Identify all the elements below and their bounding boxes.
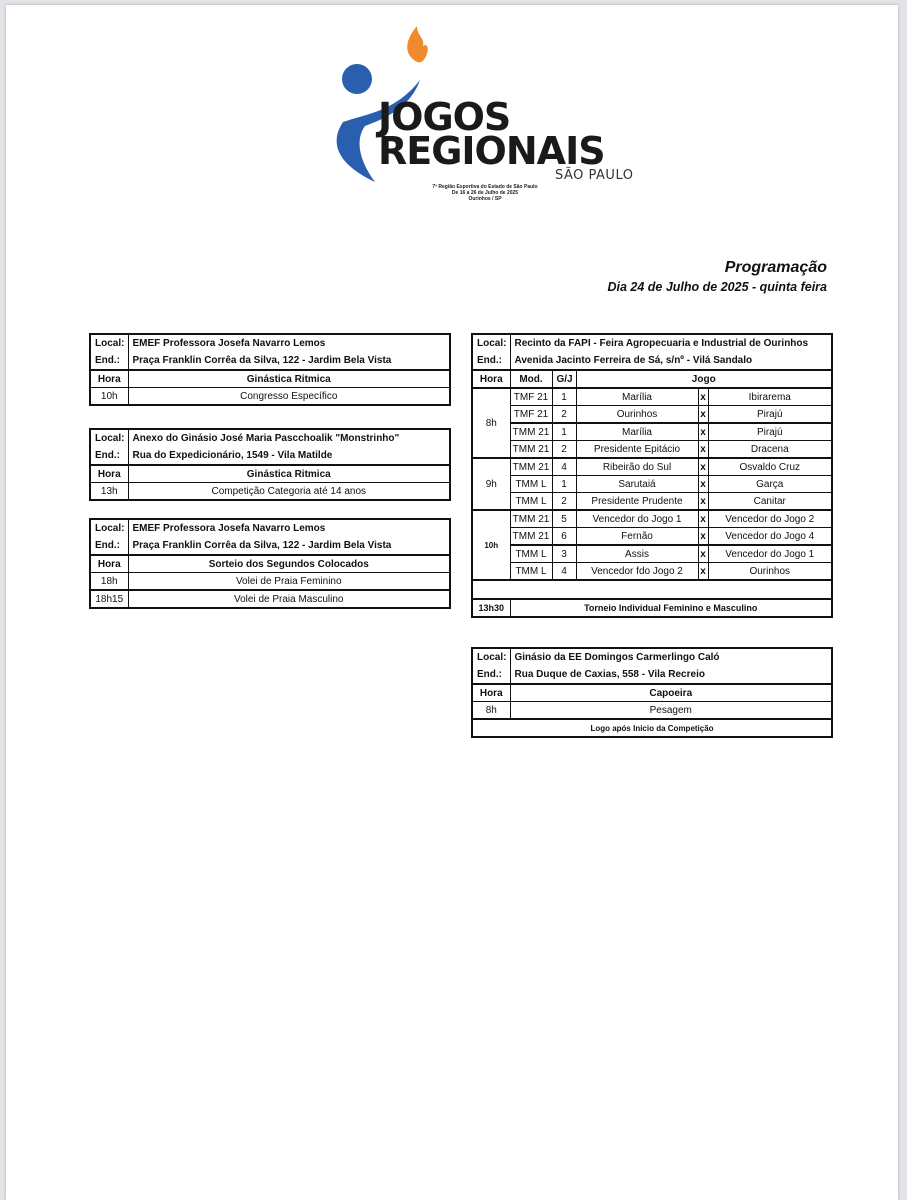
hora-header: Hora [90, 555, 128, 573]
versus-mark: x [698, 563, 708, 581]
local-label: Local: [90, 334, 128, 352]
end-value: Praça Franklin Corrêa da Silva, 122 - Jardim Bela Vista [128, 537, 450, 555]
game-row [472, 388, 832, 406]
game-row [472, 493, 832, 511]
note-row: Logo após Inicio da Competição [472, 719, 832, 737]
mod-cell: TMM 21 [510, 423, 552, 441]
local-value: Anexo do Ginásio José Maria Pascchoalik "Monstrinho" [128, 429, 450, 447]
gj-cell: 6 [552, 528, 576, 546]
local-value: Recinto da FAPI - Feira Agropecuaria e Industrial de Ourinhos [510, 334, 832, 352]
team-b-cell: Canitar [708, 493, 832, 511]
game-row [472, 563, 832, 581]
team-a-cell: Presidente Epitácio [576, 441, 698, 459]
game-row [472, 476, 832, 493]
logo-wordmark: JOGOS REGIONAIS [378, 95, 605, 173]
jogo-header: Jogo [576, 370, 832, 388]
team-b-cell: Garça [708, 476, 832, 493]
end-label: End.: [90, 537, 128, 555]
mod-header: Mod. [510, 370, 552, 388]
team-b-cell: Pirajú [708, 423, 832, 441]
game-row [472, 406, 832, 424]
team-a-cell: Marília [576, 388, 698, 406]
versus-mark: x [698, 423, 708, 441]
versus-mark: x [698, 458, 708, 476]
team-b-cell: Vencedor do Jogo 1 [708, 545, 832, 563]
table-row: 18h15 Volei de Praia Masculino [90, 590, 450, 608]
team-b-cell: Osvaldo Cruz [708, 458, 832, 476]
end-label: End.: [472, 666, 510, 684]
team-a-cell: Fernão [576, 528, 698, 546]
mod-cell: TMM 21 [510, 458, 552, 476]
team-b-cell: Pirajú [708, 406, 832, 424]
game-row [472, 510, 832, 528]
gj-cell: 2 [552, 441, 576, 459]
local-value: EMEF Professora Josefa Navarro Lemos [128, 334, 450, 352]
local-value: Ginásio da EE Domingos Carmerlingo Caló [510, 648, 832, 666]
local-label: Local: [90, 429, 128, 447]
game-row [472, 528, 832, 546]
versus-mark: x [698, 406, 708, 424]
versus-mark: x [698, 510, 708, 528]
versus-mark: x [698, 528, 708, 546]
hora-header: Hora [472, 370, 510, 388]
mod-cell: TMF 21 [510, 388, 552, 406]
team-b-cell: Ibirarema [708, 388, 832, 406]
team-a-cell: Assis [576, 545, 698, 563]
figure-head-icon [342, 64, 372, 94]
versus-mark: x [698, 388, 708, 406]
end-value: Rua Duque de Caxias, 558 - Vila Recreio [510, 666, 832, 684]
gj-cell: 4 [552, 458, 576, 476]
team-b-cell: Dracena [708, 441, 832, 459]
mod-cell: TMM L [510, 545, 552, 563]
gj-cell: 1 [552, 476, 576, 493]
gj-cell: 3 [552, 545, 576, 563]
page-title: Programação [724, 259, 827, 276]
schedule-block-1 [89, 333, 451, 406]
hora-header: Hora [90, 370, 128, 388]
hora-cell: 9h [472, 458, 510, 510]
team-a-cell: Ribeirão do Sul [576, 458, 698, 476]
schedule-block-capoeira [471, 647, 833, 738]
end-label: End.: [472, 352, 510, 370]
schedule-block-fapi [471, 333, 833, 618]
versus-mark: x [698, 476, 708, 493]
logo-subtitle: 7ª Região Esportiva do Estado de São Paulo De 16 a 26 de Julho de 2025 Ourinhos / SP [432, 184, 538, 202]
flame-icon [407, 26, 428, 62]
hora-cell: 8h [472, 388, 510, 458]
table-row: 13h30 Torneio Individual Feminino e Masculino [472, 599, 832, 617]
game-row [472, 458, 832, 476]
blank-row [472, 580, 832, 599]
team-a-cell: Marília [576, 423, 698, 441]
team-b-cell: Vencedor do Jogo 2 [708, 510, 832, 528]
table-row: 10h Congresso Específico [90, 388, 450, 406]
sport-header: Ginástica Ritmica [128, 465, 450, 483]
end-label: End.: [90, 447, 128, 465]
end-value: Rua do Expedicionário, 1549 - Vila Matilde [128, 447, 450, 465]
mod-cell: TMM L [510, 563, 552, 581]
mod-cell: TMM 21 [510, 510, 552, 528]
gj-cell: 1 [552, 423, 576, 441]
game-row [472, 423, 832, 441]
versus-mark: x [698, 545, 708, 563]
schedule-block-2 [89, 428, 451, 501]
sport-header: Capoeira [510, 684, 832, 702]
gj-cell: 5 [552, 510, 576, 528]
gj-cell: 2 [552, 406, 576, 424]
local-value: EMEF Professora Josefa Navarro Lemos [128, 519, 450, 537]
hora-header: Hora [472, 684, 510, 702]
table-row: 8h Pesagem [472, 702, 832, 720]
gj-cell: 4 [552, 563, 576, 581]
gj-cell: 2 [552, 493, 576, 511]
team-a-cell: Presidente Prudente [576, 493, 698, 511]
team-b-cell: Ourinhos [708, 563, 832, 581]
table-row: 18h Volei de Praia Feminino [90, 573, 450, 591]
versus-mark: x [698, 493, 708, 511]
mod-cell: TMF 21 [510, 406, 552, 424]
versus-mark: x [698, 441, 708, 459]
gj-header: G/J [552, 370, 576, 388]
mod-cell: TMM L [510, 493, 552, 511]
logo-state: SÃO PAULO [555, 168, 634, 183]
sport-header: Sorteio dos Segundos Colocados [128, 555, 450, 573]
team-a-cell: Sarutaiá [576, 476, 698, 493]
schedule-block-3 [89, 518, 451, 609]
local-label: Local: [472, 648, 510, 666]
hora-header: Hora [90, 465, 128, 483]
gj-cell: 1 [552, 388, 576, 406]
mod-cell: TMM 21 [510, 441, 552, 459]
hora-cell: 10h [472, 510, 510, 580]
local-label: Local: [90, 519, 128, 537]
end-value: Avenida Jacinto Ferreira de Sá, s/nº - Vilá Sandalo [510, 352, 832, 370]
team-a-cell: Vencedor fdo Jogo 2 [576, 563, 698, 581]
mod-cell: TMM L [510, 476, 552, 493]
team-a-cell: Vencedor do Jogo 1 [576, 510, 698, 528]
table-row: 13h Competição Categoria até 14 anos [90, 483, 450, 501]
end-value: Praça Franklin Corrêa da Silva, 122 - Jardim Bela Vista [128, 352, 450, 370]
game-row [472, 545, 832, 563]
game-row [472, 441, 832, 459]
team-b-cell: Vencedor do Jogo 4 [708, 528, 832, 546]
local-label: Local: [472, 334, 510, 352]
end-label: End.: [90, 352, 128, 370]
team-a-cell: Ourinhos [576, 406, 698, 424]
mod-cell: TMM 21 [510, 528, 552, 546]
sport-header: Ginástica Ritmica [128, 370, 450, 388]
page-date: Dia 24 de Julho de 2025 - quinta feira [607, 280, 827, 294]
